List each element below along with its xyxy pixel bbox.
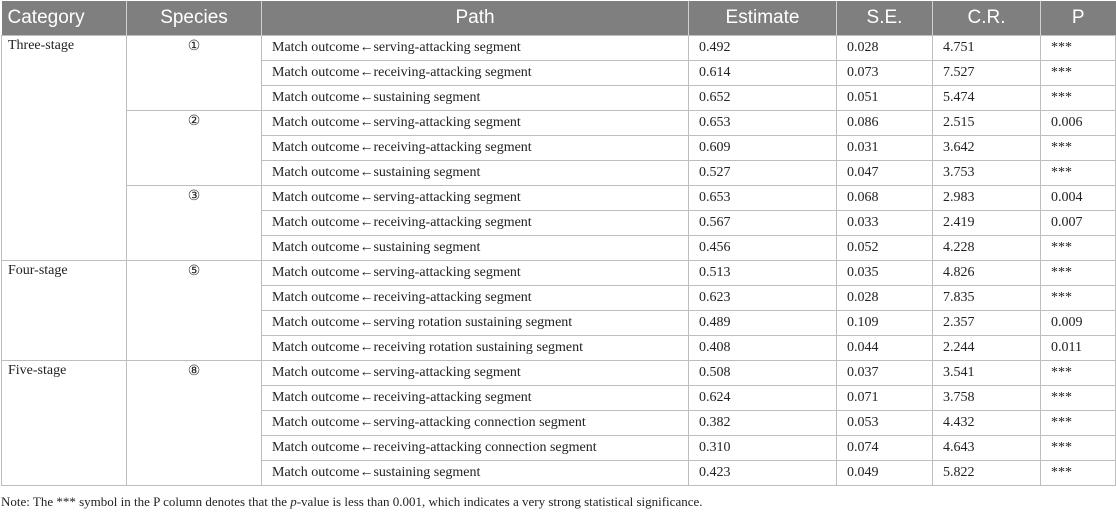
header-category: Category — [2, 1, 127, 36]
path-cell: Match outcome←receiving-attacking segment — [262, 386, 689, 411]
cr-cell: 5.474 — [933, 86, 1041, 111]
cr-cell: 4.643 — [933, 436, 1041, 461]
se-cell: 0.044 — [837, 336, 933, 361]
estimate-cell: 0.408 — [689, 336, 837, 361]
se-cell: 0.028 — [837, 36, 933, 61]
cr-cell: 4.228 — [933, 236, 1041, 261]
estimate-cell: 0.609 — [689, 136, 837, 161]
path-cell: Match outcome←sustaining segment — [262, 86, 689, 111]
table-row — [2, 111, 1116, 136]
se-cell: 0.052 — [837, 236, 933, 261]
p-cell: *** — [1041, 86, 1116, 111]
cr-cell: 2.244 — [933, 336, 1041, 361]
species-cell: ⑧ — [127, 361, 262, 486]
path-cell: Match outcome←sustaining segment — [262, 461, 689, 486]
se-cell: 0.051 — [837, 86, 933, 111]
se-cell: 0.053 — [837, 411, 933, 436]
table-body — [2, 36, 1116, 486]
cr-cell: 2.419 — [933, 211, 1041, 236]
path-cell: Match outcome←receiving-attacking segment — [262, 286, 689, 311]
table-row — [2, 361, 1116, 386]
estimate-cell: 0.567 — [689, 211, 837, 236]
p-cell: *** — [1041, 161, 1116, 186]
se-cell: 0.028 — [837, 286, 933, 311]
p-cell: *** — [1041, 236, 1116, 261]
path-cell: Match outcome←serving-attacking segment — [262, 261, 689, 286]
cr-cell: 3.642 — [933, 136, 1041, 161]
path-cell: Match outcome←receiving-attacking segment — [262, 211, 689, 236]
header-se: S.E. — [837, 1, 933, 36]
species-cell: ① — [127, 36, 262, 111]
cr-cell: 2.515 — [933, 111, 1041, 136]
cr-cell: 5.822 — [933, 461, 1041, 486]
path-cell: Match outcome←serving-attacking segment — [262, 111, 689, 136]
path-cell: Match outcome←serving-attacking segment — [262, 186, 689, 211]
path-cell: Match outcome←sustaining segment — [262, 236, 689, 261]
table-note — [1, 494, 703, 510]
p-cell: *** — [1041, 286, 1116, 311]
category-cell: Three-stage — [2, 36, 127, 261]
table-row — [2, 36, 1116, 61]
p-cell: *** — [1041, 136, 1116, 161]
path-cell: Match outcome←receiving rotation sustaining segment — [262, 336, 689, 361]
se-cell: 0.031 — [837, 136, 933, 161]
p-cell: *** — [1041, 461, 1116, 486]
species-cell: ③ — [127, 186, 262, 261]
results-table — [1, 1, 1116, 486]
estimate-cell: 0.623 — [689, 286, 837, 311]
p-cell: *** — [1041, 436, 1116, 461]
estimate-cell: 0.423 — [689, 461, 837, 486]
estimate-cell: 0.382 — [689, 411, 837, 436]
cr-cell: 3.758 — [933, 386, 1041, 411]
estimate-cell: 0.489 — [689, 311, 837, 336]
p-cell: 0.004 — [1041, 186, 1116, 211]
cr-cell: 3.541 — [933, 361, 1041, 386]
estimate-cell: 0.456 — [689, 236, 837, 261]
header-cr: C.R. — [933, 1, 1041, 36]
species-cell: ② — [127, 111, 262, 186]
cr-cell: 2.983 — [933, 186, 1041, 211]
header-species: Species — [127, 1, 262, 36]
header-p: P — [1041, 1, 1116, 36]
note-text-after: -value is less than 0.001, which indicates a very strong statistical significance. — [296, 494, 703, 509]
path-cell: Match outcome←receiving-attacking segment — [262, 61, 689, 86]
se-cell: 0.047 — [837, 161, 933, 186]
estimate-cell: 0.614 — [689, 61, 837, 86]
se-cell: 0.071 — [837, 386, 933, 411]
p-cell: *** — [1041, 261, 1116, 286]
cr-cell: 7.527 — [933, 61, 1041, 86]
p-cell: 0.007 — [1041, 211, 1116, 236]
estimate-cell: 0.653 — [689, 186, 837, 211]
path-cell: Match outcome←serving rotation sustaining segment — [262, 311, 689, 336]
estimate-cell: 0.652 — [689, 86, 837, 111]
category-cell: Four-stage — [2, 261, 127, 361]
header-path: Path — [262, 1, 689, 36]
cr-cell: 4.826 — [933, 261, 1041, 286]
table-row — [2, 186, 1116, 211]
se-cell: 0.074 — [837, 436, 933, 461]
path-cell: Match outcome←serving-attacking segment — [262, 361, 689, 386]
path-cell: Match outcome←serving-attacking segment — [262, 36, 689, 61]
se-cell: 0.073 — [837, 61, 933, 86]
cr-cell: 4.751 — [933, 36, 1041, 61]
cr-cell: 3.753 — [933, 161, 1041, 186]
cr-cell: 4.432 — [933, 411, 1041, 436]
se-cell: 0.035 — [837, 261, 933, 286]
estimate-cell: 0.513 — [689, 261, 837, 286]
se-cell: 0.037 — [837, 361, 933, 386]
p-cell: *** — [1041, 386, 1116, 411]
estimate-cell: 0.653 — [689, 111, 837, 136]
path-cell: Match outcome←receiving-attacking connection segment — [262, 436, 689, 461]
path-cell: Match outcome←serving-attacking connection segment — [262, 411, 689, 436]
p-cell: 0.009 — [1041, 311, 1116, 336]
p-cell: *** — [1041, 361, 1116, 386]
table-row — [2, 261, 1116, 286]
p-cell: *** — [1041, 36, 1116, 61]
estimate-cell: 0.310 — [689, 436, 837, 461]
path-cell: Match outcome←receiving-attacking segment — [262, 136, 689, 161]
cr-cell: 2.357 — [933, 311, 1041, 336]
p-cell: *** — [1041, 411, 1116, 436]
estimate-cell: 0.527 — [689, 161, 837, 186]
estimate-cell: 0.492 — [689, 36, 837, 61]
cr-cell: 7.835 — [933, 286, 1041, 311]
se-cell: 0.109 — [837, 311, 933, 336]
note-text-before: Note: The *** symbol in the P column denotes that the — [1, 494, 291, 509]
estimate-cell: 0.508 — [689, 361, 837, 386]
p-cell: 0.006 — [1041, 111, 1116, 136]
estimate-cell: 0.624 — [689, 386, 837, 411]
se-cell: 0.049 — [837, 461, 933, 486]
header-estimate: Estimate — [689, 1, 837, 36]
p-cell: *** — [1041, 61, 1116, 86]
note-italic-p: p — [290, 494, 297, 509]
category-cell: Five-stage — [2, 361, 127, 486]
se-cell: 0.033 — [837, 211, 933, 236]
p-cell: 0.011 — [1041, 336, 1116, 361]
header-row — [2, 1, 1116, 36]
path-cell: Match outcome←sustaining segment — [262, 161, 689, 186]
species-cell: ⑤ — [127, 261, 262, 361]
se-cell: 0.068 — [837, 186, 933, 211]
se-cell: 0.086 — [837, 111, 933, 136]
